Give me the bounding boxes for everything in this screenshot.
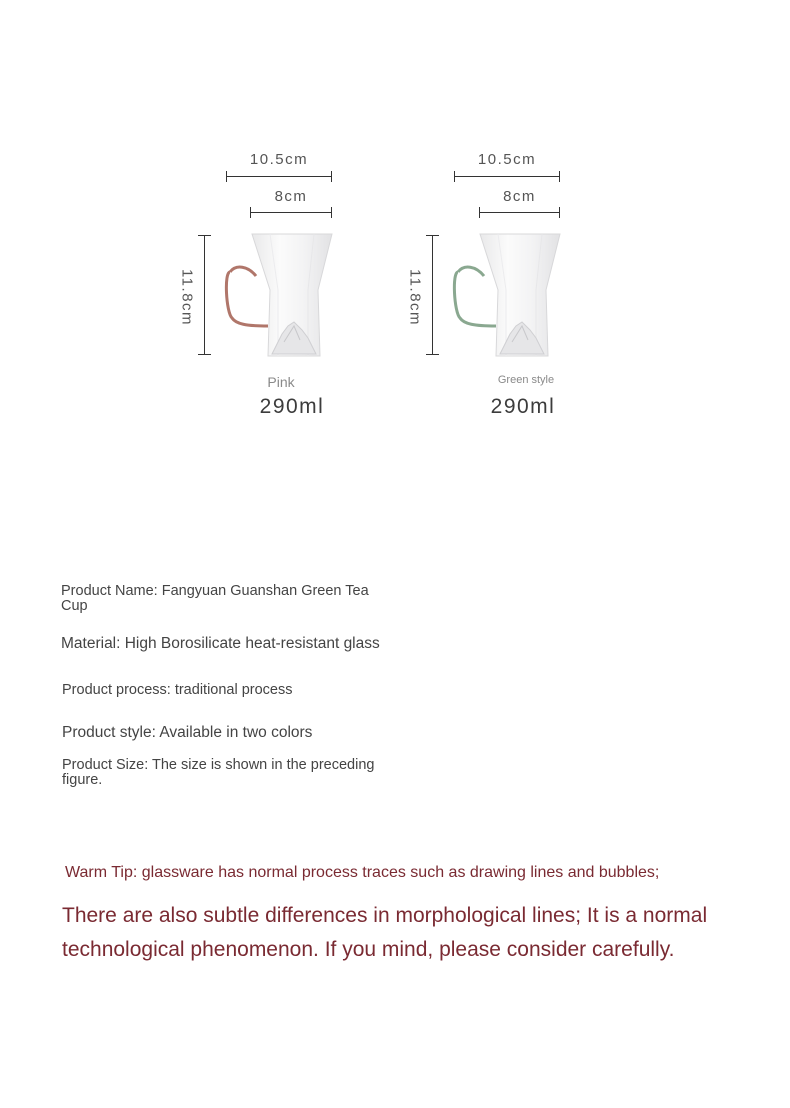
tip-line-2: There are also subtle differences in morphological lines; It is a normal technological phenomenon. If you mind, please consider carefully.	[62, 904, 708, 961]
top-width-label: 10.5cm	[477, 151, 537, 168]
color-label: Pink	[267, 374, 295, 390]
spec-process: Product process: traditional process	[62, 682, 293, 698]
height-line	[432, 235, 433, 355]
height-line	[204, 235, 205, 355]
bottom-width-line	[479, 212, 560, 213]
pink-cup-image	[222, 230, 342, 360]
bottom-width-line	[250, 212, 332, 213]
height-label: 11.8cm	[178, 268, 196, 327]
top-width-label: 10.5cm	[249, 151, 309, 168]
top-width-line	[226, 176, 332, 177]
spec-material: Material: High Borosilicate heat-resistant glass	[61, 635, 380, 652]
top-width-line	[454, 176, 560, 177]
green-cup-image	[450, 230, 570, 360]
color-label: Green style	[497, 374, 555, 386]
spec-product-name: Product Name: Fangyuan Guanshan Green Tea Cup	[61, 583, 369, 614]
volume-label: 290ml	[490, 395, 556, 418]
spec-size: Product Size: The size is shown in the preceding figure.	[62, 757, 375, 788]
spec-style: Product style: Available in two colors	[62, 724, 313, 741]
bottom-width-label: 8cm	[503, 188, 536, 205]
bottom-width-label: 8cm	[274, 188, 308, 205]
volume-label: 290ml	[259, 395, 325, 418]
tip-line-1: Warm Tip: glassware has normal process traces such as drawing lines and bubbles;	[65, 864, 660, 881]
height-label: 11.8cm	[406, 268, 424, 327]
